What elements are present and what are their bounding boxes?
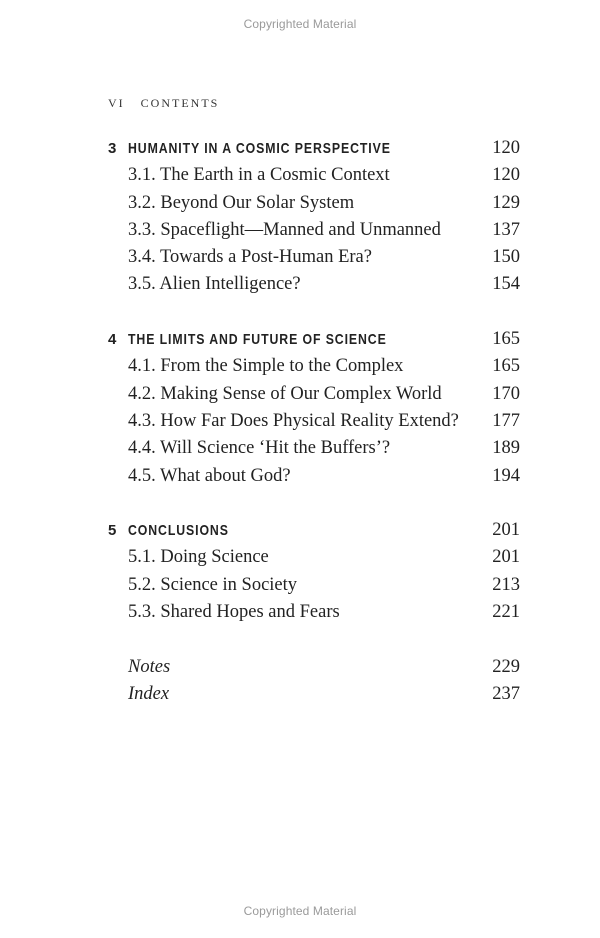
section-title: 3.4. Towards a Post-Human Era? — [128, 247, 372, 268]
section-row[interactable] — [108, 271, 520, 298]
back-matter-notes[interactable] — [108, 654, 520, 681]
section-row[interactable] — [108, 572, 520, 599]
section-page: 129 — [492, 192, 520, 213]
section-row[interactable] — [108, 353, 520, 380]
back-matter-title: Notes — [128, 656, 171, 677]
section-title: 3.3. Spaceflight—Manned and Unmanned — [128, 219, 441, 240]
section-page: 194 — [492, 465, 520, 486]
section-row[interactable] — [108, 408, 520, 435]
section-page: 165 — [492, 356, 520, 377]
chapter-page: 165 — [492, 329, 520, 350]
section-page: 189 — [492, 438, 520, 459]
section-row[interactable] — [108, 244, 520, 271]
section-title: 4.5. What about God? — [128, 465, 291, 486]
section-page: 154 — [492, 274, 520, 295]
section-page: 150 — [492, 247, 520, 268]
section-page: 170 — [492, 383, 520, 404]
section-row[interactable] — [108, 544, 520, 571]
section-row[interactable] — [108, 217, 520, 244]
chapter-title: THE LIMITS AND FUTURE OF SCIENCE — [128, 331, 387, 349]
section-row[interactable] — [108, 162, 520, 189]
back-matter-page: 229 — [492, 656, 520, 677]
spacer — [108, 299, 520, 326]
chapter-row-3[interactable] — [108, 135, 520, 162]
back-matter-index[interactable] — [108, 681, 520, 708]
chapter-page: 201 — [492, 520, 520, 541]
chapter-page: 120 — [492, 138, 520, 158]
watermark-top: Copyrighted Material — [243, 17, 357, 31]
back-matter-page: 237 — [492, 683, 520, 704]
section-title: 5.2. Science in Society — [128, 574, 298, 595]
section-page: 213 — [492, 574, 520, 595]
section-title: 4.1. From the Simple to the Complex — [128, 356, 404, 377]
chapter-number: 3 — [108, 140, 118, 157]
section-title: 4.3. How Far Does Physical Reality Extend? — [128, 410, 459, 431]
section-row[interactable] — [108, 599, 520, 626]
section-page: 201 — [492, 547, 520, 568]
section-title: 3.5. Alien Intelligence? — [128, 274, 301, 295]
running-head — [108, 96, 219, 111]
chapter-row-4[interactable] — [108, 326, 520, 353]
running-head-label: CONTENTS — [140, 96, 220, 110]
chapter-title: CONCLUSIONS — [128, 522, 229, 540]
section-row[interactable] — [108, 463, 520, 490]
chapter-row-5[interactable] — [108, 517, 520, 544]
section-page: 177 — [492, 410, 520, 431]
section-title: 3.1. The Earth in a Cosmic Context — [128, 165, 390, 186]
section-page: 221 — [492, 602, 520, 623]
spacer — [108, 490, 520, 517]
table-of-contents — [108, 135, 520, 708]
page-numeral: VI — [108, 96, 125, 110]
back-matter-title: Index — [128, 683, 170, 704]
spacer — [108, 626, 520, 653]
chapter-title: HUMANITY IN A COSMIC PERSPECTIVE — [128, 140, 391, 157]
section-page: 120 — [492, 165, 520, 186]
chapter-number: 5 — [108, 522, 118, 540]
chapter-number: 4 — [108, 331, 118, 349]
section-page: 137 — [492, 219, 520, 240]
watermark-bottom: Copyrighted Material — [243, 904, 357, 918]
section-title: 5.1. Doing Science — [128, 547, 269, 568]
section-title: 4.2. Making Sense of Our Complex World — [128, 383, 442, 404]
section-title: 5.3. Shared Hopes and Fears — [128, 602, 340, 623]
section-title: 4.4. Will Science ‘Hit the Buffers’? — [128, 438, 391, 459]
section-row[interactable] — [108, 190, 520, 217]
section-row[interactable] — [108, 435, 520, 462]
section-row[interactable] — [108, 381, 520, 408]
section-title: 3.2. Beyond Our Solar System — [128, 192, 355, 213]
